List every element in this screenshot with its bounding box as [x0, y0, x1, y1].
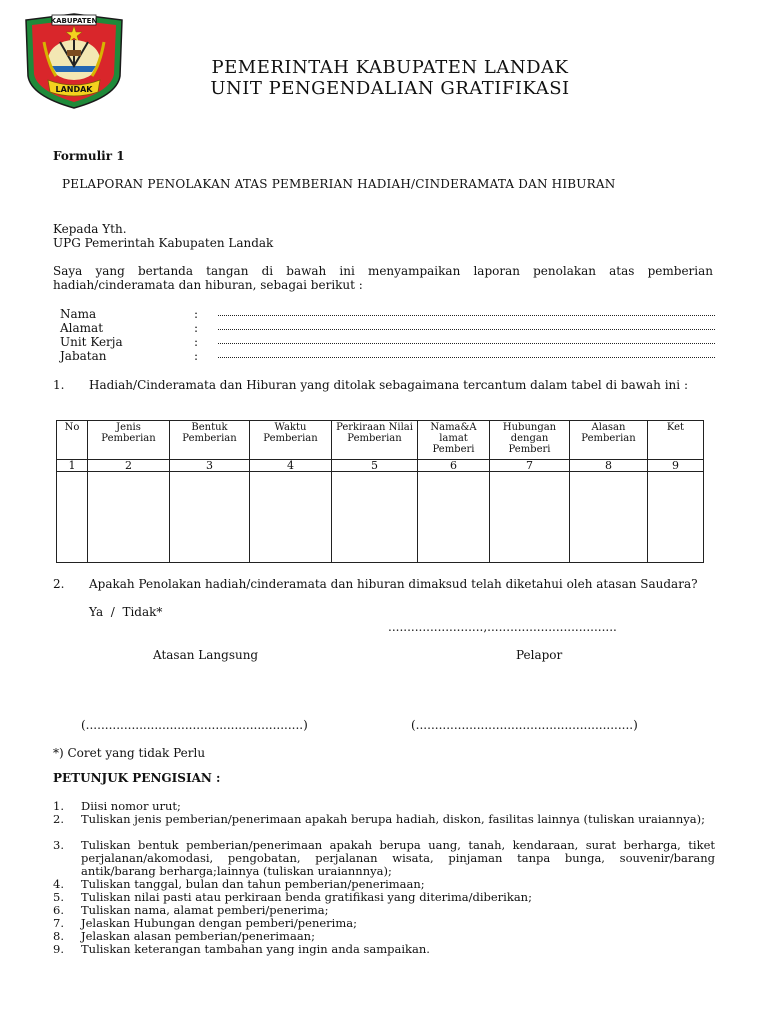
instruction-text: Tuliskan tanggal, bulan dan tahun pemberian/penerimaan; [81, 877, 425, 891]
table-header-cell: Hubungan dengan Pemberi [490, 421, 570, 460]
identity-colon: : [194, 335, 199, 349]
instruction-number: 3. [53, 838, 64, 852]
instruction-number: 4. [53, 877, 64, 891]
identity-field-unit-kerja [60, 335, 715, 349]
table-header-cell: Perkiraan Nilai Pemberian [332, 421, 418, 460]
table-header-cell: Ket [648, 421, 704, 460]
instruction-text: Tuliskan keterangan tambahan yang ingin anda sampaikan. [81, 942, 430, 956]
item-text: Hadiah/Cinderamata dan Hiburan yang ditolak sebagaimana tercantum dalam tabel di bawah ini : [89, 378, 688, 392]
instruction-text: Tuliskan bentuk pemberian/penerimaan apakah berupa uang, tanah, kendaraan, surat berharga, tiket perjalanan/akomodasi, pengobatan, perjalanan wisata, pinjaman tanpa bunga, souvenir/barang antik/barang berharga;lainnya (tuliskan uraiannnya); [81, 838, 715, 878]
instructions-title: PETUNJUK PENGISIAN : [53, 771, 221, 785]
column-number-cell: 2 [88, 460, 170, 472]
kabupaten-landak-logo [22, 12, 126, 110]
instruction-number: 5. [53, 890, 64, 904]
logo-banner-text: KABUPATEN [50, 17, 98, 25]
instruction-item [53, 813, 715, 839]
supervisor-name-line[interactable]: (.........................................................) [81, 718, 308, 732]
column-number-cell: 3 [170, 460, 250, 472]
table-header-cell: Waktu Pemberian [250, 421, 332, 460]
table-header-cell: Jenis Pemberian [88, 421, 170, 460]
instruction-text: Jelaskan Hubungan dengan pemberi/penerima; [81, 916, 357, 930]
table-header-cell: Bentuk Pemberian [170, 421, 250, 460]
table-entry-cell[interactable] [648, 472, 704, 563]
instruction-number: 6. [53, 903, 64, 917]
government-title [180, 57, 600, 99]
identity-field-alamat [60, 321, 715, 335]
instruction-item [53, 839, 715, 878]
instruction-text: Tuliskan nama, alamat pemberi/penerima; [81, 903, 329, 917]
instruction-number: 2. [53, 812, 64, 826]
identity-label: Alamat [60, 321, 104, 335]
addressee-greeting: Kepada Yth. [53, 222, 127, 236]
table-entry-cell[interactable] [418, 472, 490, 563]
identity-colon: : [194, 349, 199, 363]
column-number-cell: 4 [250, 460, 332, 472]
item-number: 2. [53, 577, 65, 591]
identity-field-jabatan [60, 349, 715, 363]
instruction-number: 8. [53, 929, 64, 943]
identity-colon: : [194, 321, 199, 335]
item-text: Apakah Penolakan hadiah/cinderamata dan hiburan dimaksud telah diketahui oleh atasan Saudara? [89, 577, 698, 591]
item-2 [53, 577, 713, 607]
intro-paragraph: Saya yang bertanda tangan di bawah ini menyampaikan laporan penolakan atas pemberian hadiah/cinderamata dan hiburan, sebagai berikut : [53, 264, 713, 292]
instruction-number: 9. [53, 942, 64, 956]
table-entry-cell[interactable] [250, 472, 332, 563]
instruction-text: Diisi nomor urut; [81, 799, 181, 813]
identity-label: Nama [60, 307, 97, 321]
instruction-text: Jelaskan alasan pemberian/penerimaan; [81, 929, 315, 943]
instruction-number: 7. [53, 916, 64, 930]
table-column-number-row [57, 460, 704, 472]
addressee [53, 222, 273, 250]
reporter-title: Pelapor [516, 648, 563, 662]
table-header-cell: Nama&A lamat Pemberi [418, 421, 490, 460]
column-number-cell: 9 [648, 460, 704, 472]
form-number: Formulir 1 [53, 149, 125, 163]
table-entry-cell[interactable] [570, 472, 648, 563]
identity-field-nama [60, 307, 715, 321]
yes-no-options[interactable]: Ya / Tidak* [89, 605, 163, 619]
government-name: PEMERINTAH KABUPATEN LANDAK [211, 57, 569, 78]
table-entry-cell[interactable] [57, 472, 88, 563]
address-input-line[interactable] [218, 329, 715, 330]
column-number-cell: 5 [332, 460, 418, 472]
identity-colon: : [194, 307, 199, 321]
column-number-cell: 6 [418, 460, 490, 472]
item-1 [53, 378, 713, 408]
instruction-item [53, 943, 715, 956]
table-entry-cell[interactable] [490, 472, 570, 563]
footnote: *) Coret yang tidak Perlu [53, 746, 206, 760]
instruction-text: Tuliskan nilai pasti atau perkiraan benda gratifikasi yang diterima/diberikan; [81, 890, 532, 904]
form-title: PELAPORAN PENOLAKAN ATAS PEMBERIAN HADIAH/CINDERAMATA DAN HIBURAN [62, 177, 616, 191]
work-unit-input-line[interactable] [218, 343, 715, 344]
column-number-cell: 1 [57, 460, 88, 472]
table-entry-cell[interactable] [332, 472, 418, 563]
reporter-name-line[interactable]: (.........................................................) [411, 718, 638, 732]
position-input-line[interactable] [218, 357, 715, 358]
table-header-cell: Alasan Pemberian [570, 421, 648, 460]
column-number-cell: 7 [490, 460, 570, 472]
place-date-line[interactable]: .........................,.................................. [388, 620, 617, 634]
table-entry-cell[interactable] [170, 472, 250, 563]
identity-label: Unit Kerja [60, 335, 123, 349]
gift-rejection-table [56, 420, 704, 563]
identity-label: Jabatan [60, 349, 107, 363]
addressee-recipient: UPG Pemerintah Kabupaten Landak [53, 236, 274, 250]
table-header-row [57, 421, 704, 460]
instruction-number: 1. [53, 799, 64, 813]
logo-ribbon-text: LANDAK [55, 85, 93, 94]
name-input-line[interactable] [218, 315, 715, 316]
item-number: 1. [53, 378, 65, 392]
supervisor-title: Atasan Langsung [153, 648, 259, 662]
table-entry-row [57, 472, 704, 563]
instruction-text: Tuliskan jenis pemberian/penerimaan apakah berupa hadiah, diskon, fasilitas lainnya (tuliskan uraiannya); [81, 812, 705, 826]
table-header-cell: No [57, 421, 88, 460]
unit-name: UNIT PENGENDALIAN GRATIFIKASI [210, 78, 570, 99]
table-entry-cell[interactable] [88, 472, 170, 563]
column-number-cell: 8 [570, 460, 648, 472]
